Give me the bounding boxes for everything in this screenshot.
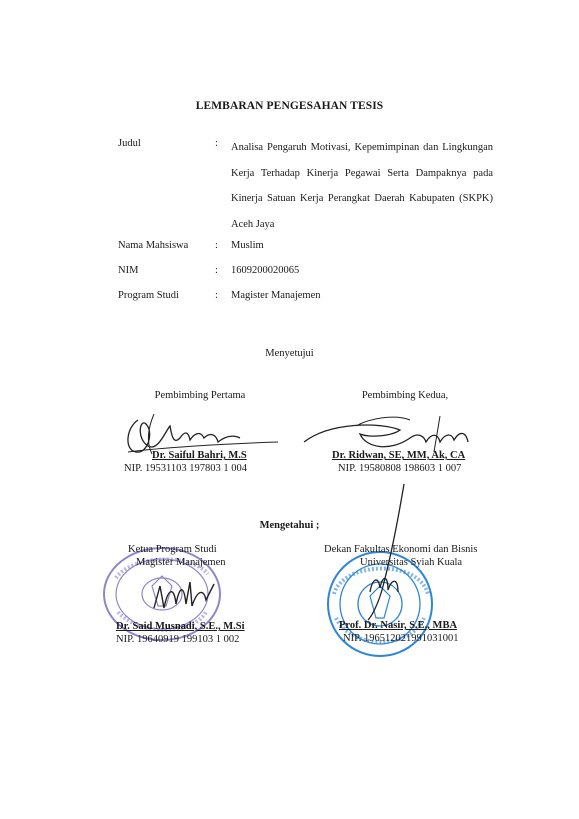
dean-nip: NIP. 196512021991031001 [343,633,459,644]
field-label-judul: Judul [118,138,141,149]
supervisor2-name: Dr. Ridwan, SE, MM, Ak, CA [332,450,466,461]
field-colon: : [215,138,218,149]
supervisor2-role: Pembimbing Kedua, [361,390,449,401]
field-value-judul: Analisa Pengaruh Motivasi, Kepemimpinan dan Lingkungan Kerja Terhadap Kinerja Pegawai Serta Dampaknya pada Kinerja Satuan Kerja Perangkat Daerah Kabupaten (SKPK) Aceh Jaya [231,142,493,230]
field-colon: : [215,265,218,276]
dean-role-1: Dekan Fakultas Ekonomi dan Bisnis [324,544,478,555]
supervisor1-role: Pembimbing Pertama [154,390,246,401]
dean-signature [352,480,422,630]
head-of-program-signature [150,578,220,618]
field-label-nim: NIM [118,265,139,276]
page-title: LEMBARAN PENGESAHAN TESIS [195,100,384,112]
acknowledgement-heading: Mengetahui ; [259,520,320,531]
dean-name: Prof. Dr. Nasir, S.E., MBA [339,620,458,631]
field-value-nama: Muslim [231,240,264,251]
field-label-nama: Nama Mahsiswa [118,240,189,251]
head-of-program-role-1: Ketua Program Studi [128,544,217,555]
dean-role-2: Universitas Syiah Kuala [360,557,463,568]
field-value-prodi: Magister Manajemen [231,290,321,301]
supervisor1-name: Dr. Saiful Bahri, M.S [152,450,247,461]
supervisor1-nip: NIP. 19531103 197803 1 004 [124,463,247,474]
field-label-prodi: Program Studi [118,290,179,301]
approval-heading: Menyetujui [265,348,314,359]
field-value-nim: 1609200020065 [231,265,300,276]
head-of-program-nip: NIP. 19640919 199103 1 002 [116,634,240,645]
head-of-program-role-2: Magister Manajemen [136,557,226,568]
field-colon: : [215,240,218,251]
supervisor2-nip: NIP. 19580808 198603 1 007 [338,463,462,474]
field-colon: : [215,290,218,301]
head-of-program-name: Dr. Said Musnadi, S.E., M.Si [116,621,245,632]
